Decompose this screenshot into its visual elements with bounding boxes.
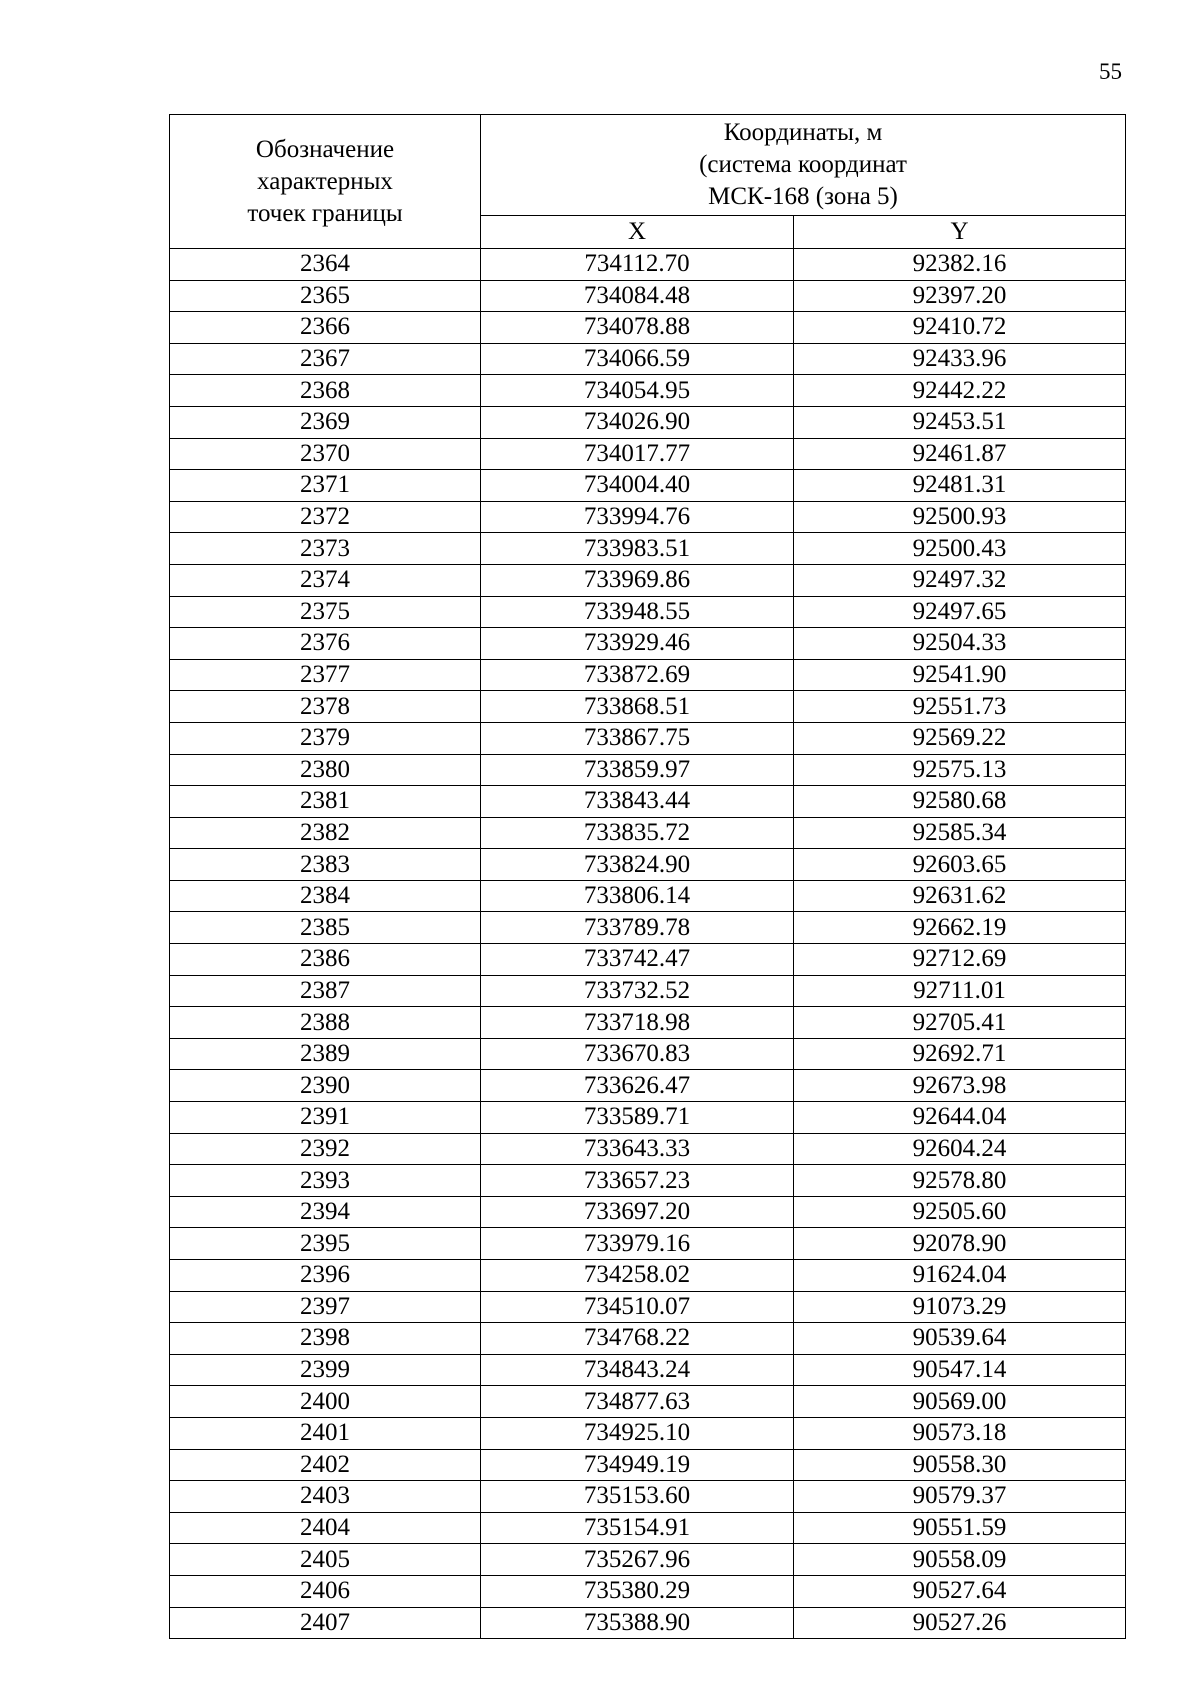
cell-point-number: 2382 [170, 817, 481, 849]
table-row [170, 406, 1126, 438]
cell-x: 733835.72 [481, 817, 794, 849]
cell-y: 92397.20 [794, 280, 1126, 312]
cell-y: 92569.22 [794, 722, 1126, 754]
cell-point-number: 2369 [170, 406, 481, 438]
table-row [170, 1386, 1126, 1418]
cell-point-number: 2402 [170, 1449, 481, 1481]
cell-x: 733824.90 [481, 849, 794, 881]
cell-y: 92433.96 [794, 343, 1126, 375]
cell-x: 734004.40 [481, 470, 794, 502]
cell-y: 92497.65 [794, 596, 1126, 628]
table-row [170, 1196, 1126, 1228]
table-row [170, 501, 1126, 533]
cell-y: 90527.64 [794, 1575, 1126, 1607]
cell-point-number: 2405 [170, 1544, 481, 1576]
coordinates-table [169, 114, 1126, 1639]
cell-x: 733718.98 [481, 1007, 794, 1039]
cell-point-number: 2392 [170, 1133, 481, 1165]
cell-y: 91073.29 [794, 1291, 1126, 1323]
cell-x: 734843.24 [481, 1354, 794, 1386]
cell-point-number: 2395 [170, 1228, 481, 1260]
cell-x: 735154.91 [481, 1512, 794, 1544]
cell-x: 733867.75 [481, 722, 794, 754]
cell-point-number: 2388 [170, 1007, 481, 1039]
cell-y: 91624.04 [794, 1260, 1126, 1292]
table-row [170, 722, 1126, 754]
table-row [170, 1481, 1126, 1513]
cell-x: 735388.90 [481, 1607, 794, 1639]
cell-point-number: 2384 [170, 880, 481, 912]
header-point-designation-text: Обозначение характерных точек границы [247, 135, 403, 227]
cell-x: 733859.97 [481, 754, 794, 786]
table-row [170, 659, 1126, 691]
cell-point-number: 2401 [170, 1417, 481, 1449]
table-row [170, 1102, 1126, 1134]
header-y: Y [794, 216, 1126, 249]
table-row [170, 786, 1126, 818]
cell-point-number: 2381 [170, 786, 481, 818]
cell-point-number: 2387 [170, 975, 481, 1007]
cell-point-number: 2404 [170, 1512, 481, 1544]
cell-y: 92505.60 [794, 1196, 1126, 1228]
cell-x: 734026.90 [481, 406, 794, 438]
table-row [170, 375, 1126, 407]
cell-point-number: 2373 [170, 533, 481, 565]
cell-point-number: 2370 [170, 438, 481, 470]
cell-y: 92692.71 [794, 1038, 1126, 1070]
table-row [170, 1323, 1126, 1355]
cell-x: 733994.76 [481, 501, 794, 533]
table-row [170, 817, 1126, 849]
cell-x: 733697.20 [481, 1196, 794, 1228]
cell-x: 734258.02 [481, 1260, 794, 1292]
table-row [170, 1070, 1126, 1102]
table-row [170, 1449, 1126, 1481]
cell-x: 735153.60 [481, 1481, 794, 1513]
cell-y: 90558.09 [794, 1544, 1126, 1576]
cell-point-number: 2374 [170, 564, 481, 596]
cell-point-number: 2398 [170, 1323, 481, 1355]
cell-y: 92500.93 [794, 501, 1126, 533]
cell-x: 733789.78 [481, 912, 794, 944]
cell-point-number: 2367 [170, 343, 481, 375]
table-row [170, 1544, 1126, 1576]
table-row [170, 1291, 1126, 1323]
cell-y: 92644.04 [794, 1102, 1126, 1134]
cell-point-number: 2407 [170, 1607, 481, 1639]
cell-y: 90558.30 [794, 1449, 1126, 1481]
table-row [170, 249, 1126, 281]
cell-y: 92410.72 [794, 312, 1126, 344]
table-row [170, 691, 1126, 723]
table-row [170, 280, 1126, 312]
table-row [170, 944, 1126, 976]
cell-x: 733626.47 [481, 1070, 794, 1102]
table-row [170, 438, 1126, 470]
cell-point-number: 2400 [170, 1386, 481, 1418]
cell-x: 733742.47 [481, 944, 794, 976]
cell-x: 733929.46 [481, 628, 794, 660]
cell-y: 90547.14 [794, 1354, 1126, 1386]
cell-point-number: 2390 [170, 1070, 481, 1102]
cell-x: 734017.77 [481, 438, 794, 470]
table-row [170, 1260, 1126, 1292]
cell-point-number: 2365 [170, 280, 481, 312]
cell-x: 735380.29 [481, 1575, 794, 1607]
cell-x: 733657.23 [481, 1165, 794, 1197]
cell-point-number: 2391 [170, 1102, 481, 1134]
cell-x: 733670.83 [481, 1038, 794, 1070]
cell-point-number: 2366 [170, 312, 481, 344]
cell-x: 734066.59 [481, 343, 794, 375]
header-coordinates-text: Координаты, м (система координат МСК-168 (зона 5) [699, 119, 907, 210]
header-coordinates [481, 115, 1126, 216]
cell-y: 92705.41 [794, 1007, 1126, 1039]
table-row [170, 1607, 1126, 1639]
cell-point-number: 2377 [170, 659, 481, 691]
cell-x: 733589.71 [481, 1102, 794, 1134]
cell-y: 92500.43 [794, 533, 1126, 565]
table-row [170, 312, 1126, 344]
cell-y: 90551.59 [794, 1512, 1126, 1544]
table-row [170, 564, 1126, 596]
cell-point-number: 2364 [170, 249, 481, 281]
table-row [170, 1165, 1126, 1197]
cell-x: 734768.22 [481, 1323, 794, 1355]
table-row [170, 1228, 1126, 1260]
cell-y: 92673.98 [794, 1070, 1126, 1102]
cell-y: 92575.13 [794, 754, 1126, 786]
header-x: X [481, 216, 794, 249]
cell-x: 734877.63 [481, 1386, 794, 1418]
cell-x: 733868.51 [481, 691, 794, 723]
cell-point-number: 2368 [170, 375, 481, 407]
cell-point-number: 2393 [170, 1165, 481, 1197]
cell-x: 735267.96 [481, 1544, 794, 1576]
cell-point-number: 2394 [170, 1196, 481, 1228]
cell-x: 734510.07 [481, 1291, 794, 1323]
table-row [170, 628, 1126, 660]
table-row [170, 880, 1126, 912]
cell-y: 92461.87 [794, 438, 1126, 470]
cell-point-number: 2396 [170, 1260, 481, 1292]
cell-point-number: 2403 [170, 1481, 481, 1513]
cell-point-number: 2406 [170, 1575, 481, 1607]
cell-y: 90539.64 [794, 1323, 1126, 1355]
cell-y: 90569.00 [794, 1386, 1126, 1418]
cell-y: 92578.80 [794, 1165, 1126, 1197]
cell-x: 733872.69 [481, 659, 794, 691]
cell-x: 733979.16 [481, 1228, 794, 1260]
cell-x: 733969.86 [481, 564, 794, 596]
cell-y: 92551.73 [794, 691, 1126, 723]
table-row [170, 1575, 1126, 1607]
cell-y: 92497.32 [794, 564, 1126, 596]
cell-y: 92631.62 [794, 880, 1126, 912]
cell-x: 734925.10 [481, 1417, 794, 1449]
cell-point-number: 2371 [170, 470, 481, 502]
cell-point-number: 2376 [170, 628, 481, 660]
cell-point-number: 2383 [170, 849, 481, 881]
table-header-row [170, 115, 1126, 216]
table-row [170, 470, 1126, 502]
cell-y: 92585.34 [794, 817, 1126, 849]
cell-y: 92604.24 [794, 1133, 1126, 1165]
cell-point-number: 2379 [170, 722, 481, 754]
cell-x: 733643.33 [481, 1133, 794, 1165]
cell-point-number: 2385 [170, 912, 481, 944]
cell-y: 92504.33 [794, 628, 1126, 660]
cell-point-number: 2380 [170, 754, 481, 786]
cell-y: 92078.90 [794, 1228, 1126, 1260]
cell-y: 92662.19 [794, 912, 1126, 944]
cell-y: 90573.18 [794, 1417, 1126, 1449]
cell-x: 734084.48 [481, 280, 794, 312]
table-row [170, 1417, 1126, 1449]
table-body [170, 249, 1126, 1639]
cell-x: 734949.19 [481, 1449, 794, 1481]
table-row [170, 1133, 1126, 1165]
cell-x: 734112.70 [481, 249, 794, 281]
table-row [170, 1354, 1126, 1386]
cell-point-number: 2386 [170, 944, 481, 976]
header-point-designation [170, 115, 481, 249]
cell-y: 92453.51 [794, 406, 1126, 438]
table-row [170, 596, 1126, 628]
table-row [170, 533, 1126, 565]
cell-y: 92442.22 [794, 375, 1126, 407]
cell-x: 733948.55 [481, 596, 794, 628]
table-row [170, 1512, 1126, 1544]
table-row [170, 343, 1126, 375]
table-header [170, 115, 1126, 249]
table-row [170, 975, 1126, 1007]
table-row [170, 1007, 1126, 1039]
cell-y: 92382.16 [794, 249, 1126, 281]
table-row [170, 754, 1126, 786]
cell-x: 733843.44 [481, 786, 794, 818]
table-row [170, 849, 1126, 881]
cell-y: 92481.31 [794, 470, 1126, 502]
cell-point-number: 2389 [170, 1038, 481, 1070]
cell-point-number: 2372 [170, 501, 481, 533]
cell-x: 733983.51 [481, 533, 794, 565]
cell-y: 90579.37 [794, 1481, 1126, 1513]
cell-y: 92712.69 [794, 944, 1126, 976]
table-row [170, 912, 1126, 944]
cell-y: 92580.68 [794, 786, 1126, 818]
cell-y: 92541.90 [794, 659, 1126, 691]
cell-point-number: 2399 [170, 1354, 481, 1386]
page-number: 55 [1099, 59, 1122, 84]
cell-point-number: 2375 [170, 596, 481, 628]
cell-y: 92603.65 [794, 849, 1126, 881]
table-row [170, 1038, 1126, 1070]
cell-x: 734054.95 [481, 375, 794, 407]
cell-point-number: 2397 [170, 1291, 481, 1323]
cell-point-number: 2378 [170, 691, 481, 723]
cell-x: 733732.52 [481, 975, 794, 1007]
cell-x: 733806.14 [481, 880, 794, 912]
cell-y: 92711.01 [794, 975, 1126, 1007]
cell-x: 734078.88 [481, 312, 794, 344]
cell-y: 90527.26 [794, 1607, 1126, 1639]
